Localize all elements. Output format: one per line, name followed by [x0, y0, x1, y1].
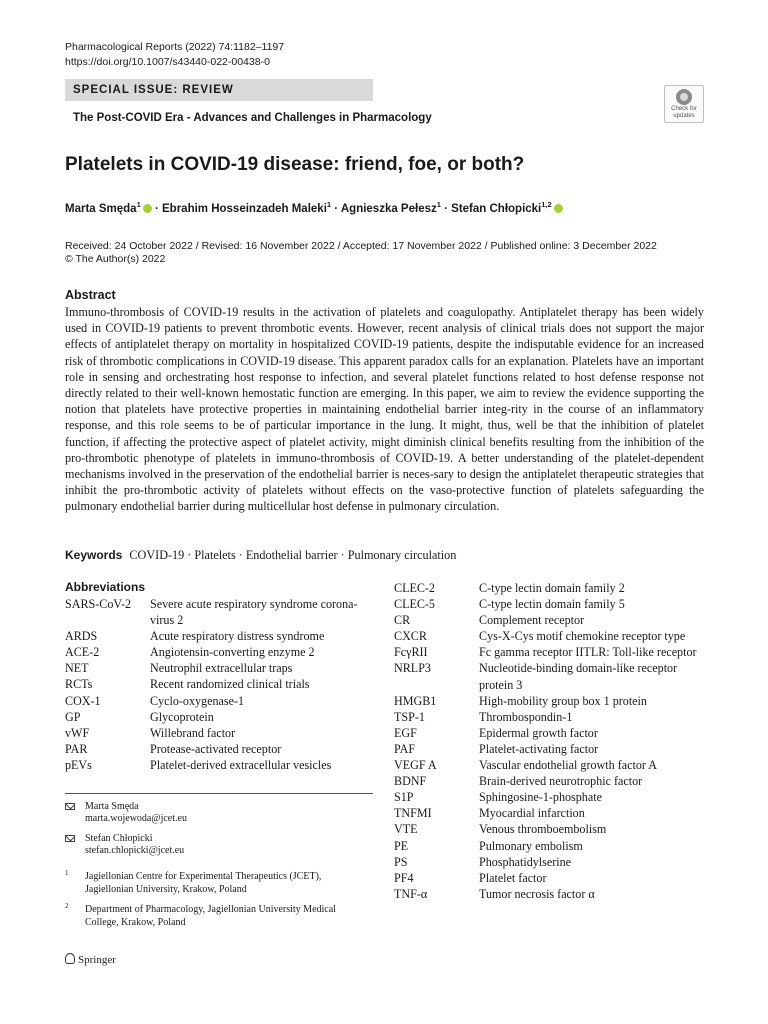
- publisher-name: Springer: [78, 954, 116, 966]
- abbreviation-term: PAF: [394, 741, 416, 756]
- abbreviation-definition: Recent randomized clinical trials: [150, 677, 310, 692]
- article-dates: [65, 240, 657, 266]
- abbreviation-definition: Thrombospondin-1: [479, 709, 573, 724]
- keywords: [65, 548, 456, 563]
- journal-citation: Pharmacological Reports (2022) 74:1182–1197: [65, 41, 285, 53]
- copyright: © The Author(s) 2022: [65, 253, 166, 265]
- abbreviation-term: PF4: [394, 870, 414, 885]
- abbreviation-term: CXCR: [394, 629, 427, 644]
- keywords-text: COVID-19 · Platelets · Endothelial barrier · Pulmonary circulation: [129, 548, 457, 562]
- abbreviations-heading: Abbreviations: [65, 580, 146, 594]
- abbreviation-term: EGF: [394, 725, 417, 740]
- abbreviation-term: PAR: [65, 741, 88, 756]
- orcid-icon[interactable]: [143, 204, 152, 213]
- check-updates-badge-icon: [676, 89, 692, 105]
- abbreviation-term: RCTs: [65, 677, 93, 692]
- abbreviation-row: [394, 757, 706, 773]
- author-name[interactable]: Stefan Chłopicki: [451, 202, 542, 215]
- affiliation-number: 1: [65, 869, 69, 877]
- series-title: The Post-COVID Era - Advances and Challenges in Pharmacology: [73, 112, 432, 124]
- abbreviation-row: [65, 596, 377, 628]
- abbreviation-term: ACE-2: [65, 645, 100, 660]
- author-affiliation-mark: 1,2: [541, 200, 552, 209]
- abbreviation-definition: Angiotensin-converting enzyme 2: [150, 645, 315, 660]
- author-separator: ·: [440, 202, 452, 215]
- abbreviation-row: [394, 693, 706, 709]
- footnote-divider: [65, 793, 373, 794]
- check-for-updates-badge[interactable]: [664, 85, 704, 123]
- affiliation-2: [65, 903, 365, 929]
- abbreviation-row: [65, 709, 377, 725]
- orcid-icon[interactable]: [554, 204, 563, 213]
- abbreviation-definition: Acute respiratory distress syndrome: [150, 629, 325, 644]
- abbreviation-definition: Phosphatidylserine: [479, 854, 572, 869]
- abbreviation-row: [394, 628, 706, 644]
- publisher-footer: [65, 953, 116, 966]
- abbreviation-definition: Brain-derived neurotrophic factor: [479, 774, 643, 789]
- author-separator: ·: [151, 202, 162, 215]
- abbreviation-term: TSP-1: [394, 709, 425, 724]
- contact-email[interactable]: stefan.chlopicki@jcet.eu: [85, 845, 185, 856]
- abbreviation-term: CLEC-5: [394, 597, 435, 612]
- affiliation-text: Jagiellonian Centre for Experimental Therapeutics (JCET), Jagiellonian University, Krakow, Poland: [85, 871, 322, 895]
- abbreviation-definition: Sphingosine-1-phosphate: [479, 790, 602, 805]
- abbreviation-definition: C-type lectin domain family 2: [479, 581, 625, 595]
- abbreviation-definition: Platelet-activating factor: [479, 741, 599, 756]
- author-separator: ·: [331, 202, 341, 215]
- abbreviation-term: PE: [394, 838, 409, 853]
- journal-info: [65, 40, 284, 70]
- abbreviation-row: [394, 660, 706, 692]
- abbreviation-row: [394, 870, 706, 886]
- abbreviation-row: [394, 838, 706, 854]
- affiliation-1: [65, 870, 365, 896]
- abbreviation-row: [394, 741, 706, 757]
- abbreviation-definition: Protease-activated receptor: [150, 741, 282, 756]
- abbreviation-definition: Nucleotide-binding domain-like receptor protein 3: [479, 661, 678, 692]
- author-name[interactable]: Ebrahim Hosseinzadeh Maleki: [162, 202, 327, 215]
- abbreviation-row: [394, 886, 706, 902]
- abbreviation-definition: Cys-X-Cys motif chemokine receptor type: [479, 629, 686, 644]
- abbreviation-definition: Complement receptor: [479, 613, 585, 628]
- abbreviation-row: [65, 676, 377, 692]
- abbreviation-definition: Platelet factor: [479, 870, 547, 885]
- abbreviation-term: SARS-CoV-2: [65, 597, 132, 611]
- abbreviation-row: [65, 628, 377, 644]
- affiliation-text: Department of Pharmacology, Jagiellonian University Medical College, Krakow, Poland: [85, 904, 336, 928]
- abstract-text: Immuno-thrombosis of COVID-19 results in the activation of platelets and coagulopathy. Antiplatelet therapy has been widely used in COVID-19 patients to prevent thrombotic events. However, recent analysis of clinical trials does not support the major effects of antiplatelet therapy on mortality in hospitalized COVID-19 patients, despite the indisputable evidence for an increased risk of thrombotic complications in COVID-19 disease. This apparent paradox calls for an explanation. Platelets have an important role in sensing and orchestrating host response to infection, and several platelet functions related to host defense response not directly related to their well-known hemostatic function are emerging. In this paper, we aim to review the evidence supporting the notion that platelets have protective properties in maintaining endothelial barrier integ-rity in the course of an inflammatory response, and this role seems to be of particular importance in the lung. It might, thus, well be that the inhibition of platelet function, if affecting the protective aspect of platelet activity, might diminish clinical benefits resulting from the inhibition of the pro-thrombotic phenotype of platelets in immuno-thrombosis of COVID-19. A better understanding of the platelet-dependent mechanisms involved in the preservation of the endothelial barrier is neces-sary to design the antiplatelet therapeutic strategies that inhibit the pro-thrombotic activity of platelets without effects on the vaso-protective function of platelets safeguarding the pulmonary endothelial barrier during multicellular host defense in pulmonary circulation.: [65, 305, 704, 514]
- abbreviation-row: [394, 805, 706, 821]
- author-list: [65, 200, 563, 215]
- abbreviation-term: CLEC-2: [394, 581, 435, 595]
- abbreviation-definition: C-type lectin domain family 5: [479, 597, 625, 612]
- article-title: Platelets in COVID-19 disease: friend, foe, or both?: [65, 154, 525, 175]
- abbreviation-definition: Myocardial infarction: [479, 806, 585, 821]
- abbreviation-term: NET: [65, 661, 89, 676]
- abbreviations-list-right: [394, 580, 706, 902]
- author-name[interactable]: Agnieszka Pełesz: [340, 202, 437, 215]
- abbreviation-row: [65, 660, 377, 676]
- abbreviation-term: TNFMI: [394, 806, 432, 821]
- abbreviation-definition: Neutrophil extracellular traps: [150, 661, 293, 676]
- abbreviation-row: [65, 741, 377, 757]
- abbreviation-definition: Pulmonary embolism: [479, 838, 583, 853]
- doi-link[interactable]: https://doi.org/10.1007/s43440-022-00438-0: [65, 56, 270, 68]
- abbreviation-row: [394, 580, 706, 596]
- contact-email[interactable]: marta.wojewoda@jcet.eu: [85, 813, 187, 824]
- author-affiliation-mark: 1: [436, 200, 441, 209]
- abbreviation-term: BDNF: [394, 774, 427, 789]
- contact-name: Stefan Chłopicki: [85, 833, 153, 844]
- abbreviation-definition: Vascular endothelial growth factor A: [479, 758, 657, 773]
- author-affiliation-mark: 1: [136, 200, 141, 209]
- abbreviation-definition: Willebrand factor: [150, 725, 236, 740]
- abbreviation-definition: Tumor necrosis factor α: [479, 886, 595, 901]
- affiliation-number: 2: [65, 902, 69, 910]
- abbreviation-row: [65, 725, 377, 741]
- abbreviation-term: PS: [394, 854, 408, 869]
- abbreviation-term: COX-1: [65, 693, 101, 708]
- abbreviation-term: ARDS: [65, 629, 98, 644]
- abbreviation-definition: Venous thromboembolism: [479, 822, 607, 837]
- abbreviations-list-left: [65, 596, 377, 773]
- abbreviation-row: [394, 725, 706, 741]
- abbreviation-term: NRLP3: [394, 661, 431, 676]
- history-dates: Received: 24 October 2022 / Revised: 16 November 2022 / Accepted: 17 November 2022 / Published online: 3 December 2022: [65, 240, 657, 252]
- abbreviation-definition: Glycoprotein: [150, 709, 214, 724]
- abbreviation-row: [65, 644, 377, 660]
- abbreviation-row: [65, 693, 377, 709]
- abbreviation-row: [394, 821, 706, 837]
- abbreviation-definition: Fc gamma receptor IITLR: Toll-like receptor: [479, 645, 697, 660]
- abbreviation-term: TNF-α: [394, 886, 428, 901]
- abbreviation-term: CR: [394, 613, 411, 628]
- abbreviation-definition: Cyclo-oxygenase-1: [150, 693, 245, 708]
- abbreviation-definition: Platelet-derived extracellular vesicles: [150, 757, 332, 772]
- springer-horse-icon: [65, 953, 75, 964]
- abbreviation-row: [394, 596, 706, 612]
- envelope-icon: [65, 803, 75, 810]
- abbreviation-term: pEVs: [65, 757, 92, 772]
- abbreviation-row: [394, 789, 706, 805]
- abbreviation-row: [394, 644, 706, 660]
- abbreviation-term: vWF: [65, 725, 90, 740]
- abbreviation-term: S1P: [394, 790, 414, 805]
- author-name[interactable]: Marta Smęda: [65, 202, 137, 215]
- abbreviation-row: [394, 709, 706, 725]
- abbreviation-term: VTE: [394, 822, 418, 837]
- corresponding-author-1: [65, 801, 365, 825]
- contact-name: Marta Smęda: [85, 801, 139, 812]
- abbreviation-row: [394, 612, 706, 628]
- abbreviation-row: [394, 854, 706, 870]
- special-issue-banner: SPECIAL ISSUE: REVIEW: [65, 79, 373, 101]
- envelope-icon: [65, 835, 75, 842]
- abbreviation-term: VEGF A: [394, 758, 437, 773]
- abbreviation-definition: Severe acute respiratory syndrome corona-virus 2: [150, 597, 358, 628]
- abbreviation-term: HMGB1: [394, 693, 437, 708]
- abbreviation-row: [65, 757, 377, 773]
- check-updates-label: Check for updates: [671, 106, 697, 119]
- abbreviation-definition: High-mobility group box 1 protein: [479, 693, 647, 708]
- abbreviation-row: [394, 773, 706, 789]
- corresponding-author-2: [65, 833, 365, 857]
- author-affiliation-mark: 1: [326, 200, 332, 209]
- abstract-heading: Abstract: [65, 288, 116, 302]
- abbreviation-definition: Epidermal growth factor: [479, 725, 598, 740]
- abbreviation-term: GP: [65, 709, 81, 724]
- keywords-label: Keywords: [65, 548, 123, 562]
- abbreviation-term: FcγRII: [394, 645, 428, 660]
